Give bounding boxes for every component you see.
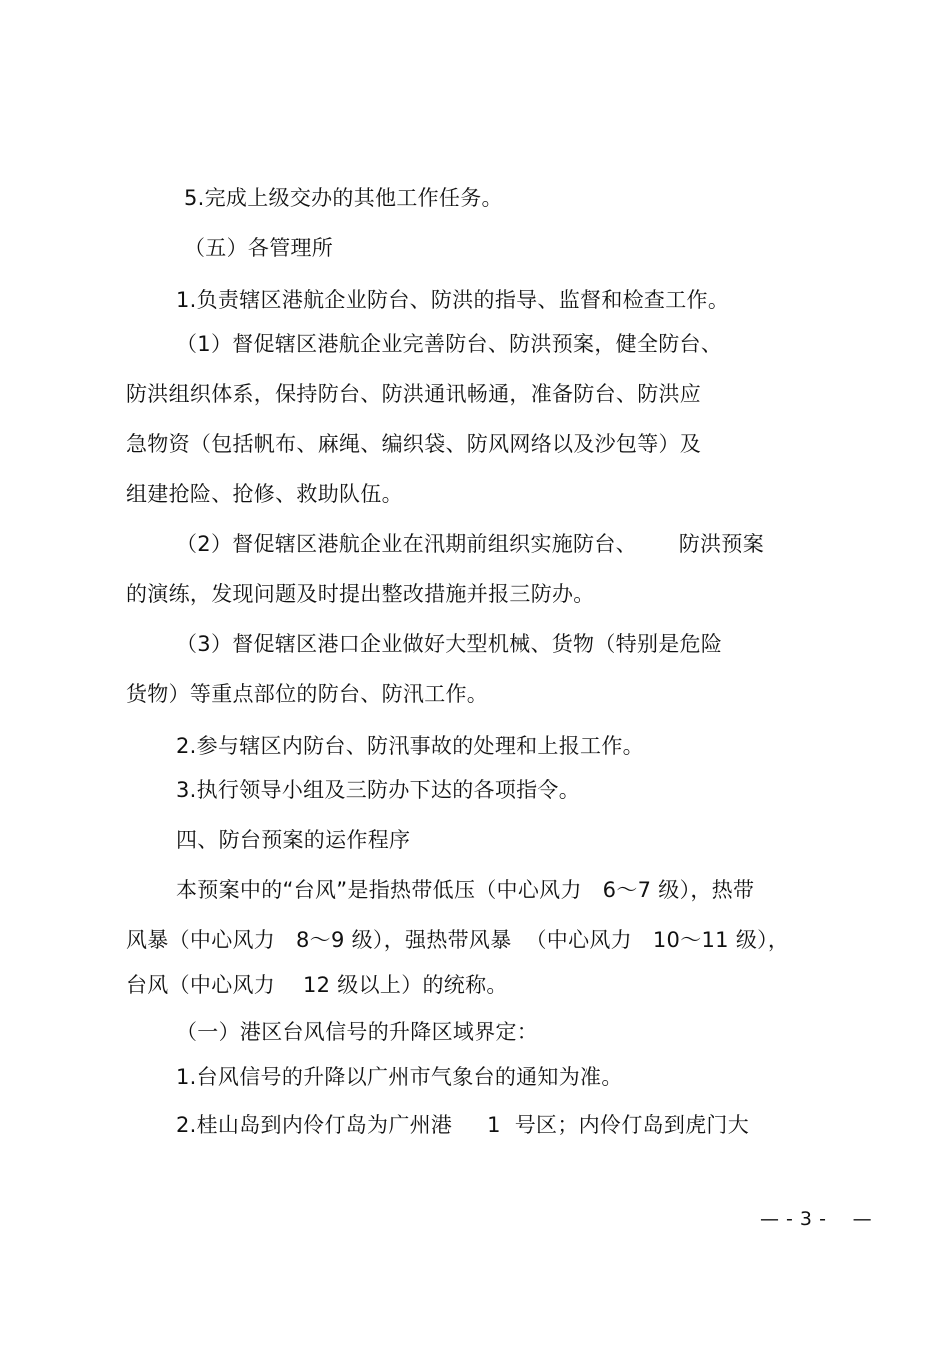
text-line-13: 3.执行领导小组及三防办下达的各项指令。 xyxy=(176,778,581,802)
text-line-9: 的演练，发现问题及时提出整改措施并报三防办。 xyxy=(126,582,595,606)
text-line-15: 本预案中的“台风”是指热带低压（中心风力 6～7 级），热带 xyxy=(176,878,755,902)
text-line-17: 台风（中心风力 12 级以上）的统称。 xyxy=(126,973,508,997)
text-line-2: （五）各管理所 xyxy=(184,236,334,260)
text-line-12: 2.参与辖区内防台、防汛事故的处理和上报工作。 xyxy=(176,734,644,758)
text-line-8: （2）督促辖区港航企业在汛期前组织实施防台、 防洪预案 xyxy=(176,532,765,556)
page-number: — - 3 - — xyxy=(760,1208,873,1230)
text-line-4: （1）督促辖区港航企业完善防台、防洪预案，健全防台、 xyxy=(176,332,723,356)
text-line-20: 2.桂山岛到内伶仃岛为广州港 1 号区；内伶仃岛到虎门大 xyxy=(176,1113,750,1137)
text-line-11: 货物）等重点部位的防台、防汛工作。 xyxy=(126,682,489,706)
text-line-10: （3）督促辖区港口企业做好大型机械、货物（特别是危险 xyxy=(176,632,723,656)
text-line-6: 急物资（包括帆布、麻绳、编织袋、防风网络以及沙包等）及 xyxy=(126,432,702,456)
text-line-3: 1.负责辖区港航企业防台、防洪的指导、监督和检查工作。 xyxy=(176,288,730,312)
text-line-1: 5.完成上级交办的其他工作任务。 xyxy=(184,186,503,210)
text-line-7: 组建抢险、抢修、救助队伍。 xyxy=(126,482,403,506)
text-line-16: 风暴（中心风力 8～9 级），强热带风暴 （中心风力 10～11 级）， xyxy=(126,928,790,952)
text-line-18: （一）港区台风信号的升降区域界定： xyxy=(176,1020,539,1044)
text-line-19: 1.台风信号的升降以广州市气象台的通知为准。 xyxy=(176,1065,623,1089)
text-line-5: 防洪组织体系，保持防台、防洪通讯畅通，准备防台、防洪应 xyxy=(126,382,702,406)
text-line-14: 四、防台预案的运作程序 xyxy=(176,828,411,852)
